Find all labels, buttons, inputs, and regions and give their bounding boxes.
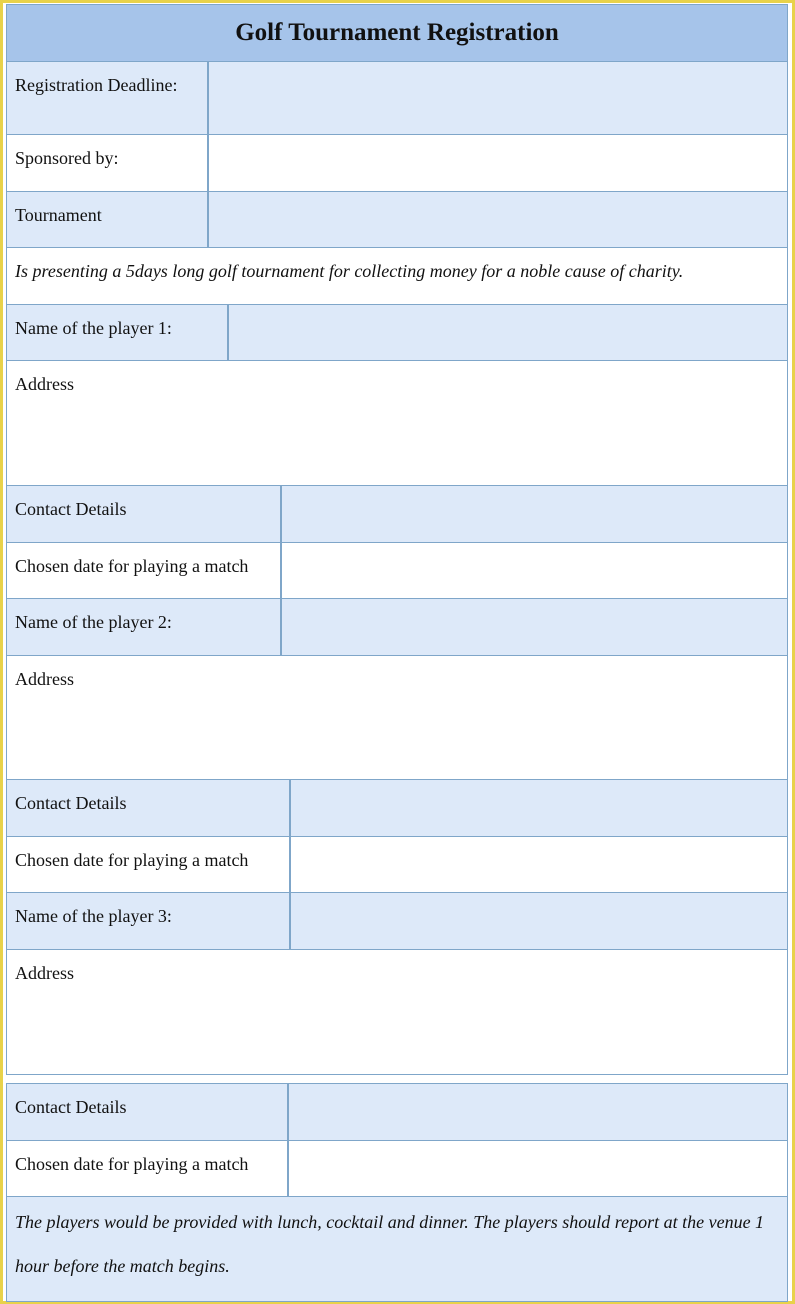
player-3-contact-field[interactable] [289, 1084, 787, 1140]
player-1-name-label: Name of the player 1: [7, 305, 229, 360]
registration-deadline-field[interactable] [209, 62, 787, 134]
form-body-bottom [6, 1083, 788, 1302]
player-1-address-label: Address [15, 374, 74, 394]
player-2-name-field[interactable] [282, 599, 787, 655]
player-2-address-label: Address [15, 669, 74, 689]
player-1-date-row [7, 543, 787, 599]
player-1-name-row [7, 305, 787, 361]
player-3-address-row[interactable] [7, 950, 787, 1075]
player-3-contact-label: Contact Details [7, 1084, 289, 1140]
player-3-address-label: Address [15, 963, 74, 983]
player-3-name-field[interactable] [291, 893, 787, 949]
player-1-contact-label: Contact Details [7, 486, 282, 542]
player-1-date-label: Chosen date for playing a match [7, 543, 282, 598]
player-2-contact-row [7, 780, 787, 837]
sponsored-by-field[interactable] [209, 135, 787, 191]
player-2-name-label: Name of the player 2: [7, 599, 282, 655]
description-row [7, 248, 787, 305]
player-1-address-row[interactable] [7, 361, 787, 486]
registration-form [6, 4, 788, 1302]
section-gap [6, 1075, 788, 1083]
player-1-contact-row [7, 486, 787, 543]
player-3-contact-row [7, 1084, 787, 1141]
tournament-field[interactable] [209, 192, 787, 247]
player-1-contact-field[interactable] [282, 486, 787, 542]
player-2-date-field[interactable] [291, 837, 787, 892]
player-1-name-field[interactable] [229, 305, 787, 360]
registration-deadline-label: Registration Deadline: [7, 62, 209, 134]
registration-deadline-row [7, 62, 787, 135]
player-3-date-field[interactable] [289, 1141, 787, 1196]
player-3-name-row [7, 893, 787, 950]
player-3-date-label: Chosen date for playing a match [7, 1141, 289, 1196]
footer-note: The players would be provided with lunch, cocktail and dinner. The players should report at the venue 1 hour before the match begins. [15, 1212, 765, 1276]
player-3-date-row [7, 1141, 787, 1197]
player-2-contact-label: Contact Details [7, 780, 291, 836]
form-body-top [6, 62, 788, 1075]
sponsored-by-row [7, 135, 787, 192]
player-2-date-label: Chosen date for playing a match [7, 837, 291, 892]
tournament-row [7, 192, 787, 248]
tournament-description: Is presenting a 5days long golf tournament for collecting money for a noble cause of charity. [15, 261, 684, 281]
form-title: Golf Tournament Registration [6, 4, 788, 62]
player-2-address-row[interactable] [7, 656, 787, 780]
player-2-date-row [7, 837, 787, 893]
player-2-contact-field[interactable] [291, 780, 787, 836]
sponsored-by-label: Sponsored by: [7, 135, 209, 191]
tournament-label: Tournament [7, 192, 209, 247]
player-1-date-field[interactable] [282, 543, 787, 598]
footer-note-row [7, 1197, 787, 1301]
player-2-name-row [7, 599, 787, 656]
player-3-name-label: Name of the player 3: [7, 893, 291, 949]
